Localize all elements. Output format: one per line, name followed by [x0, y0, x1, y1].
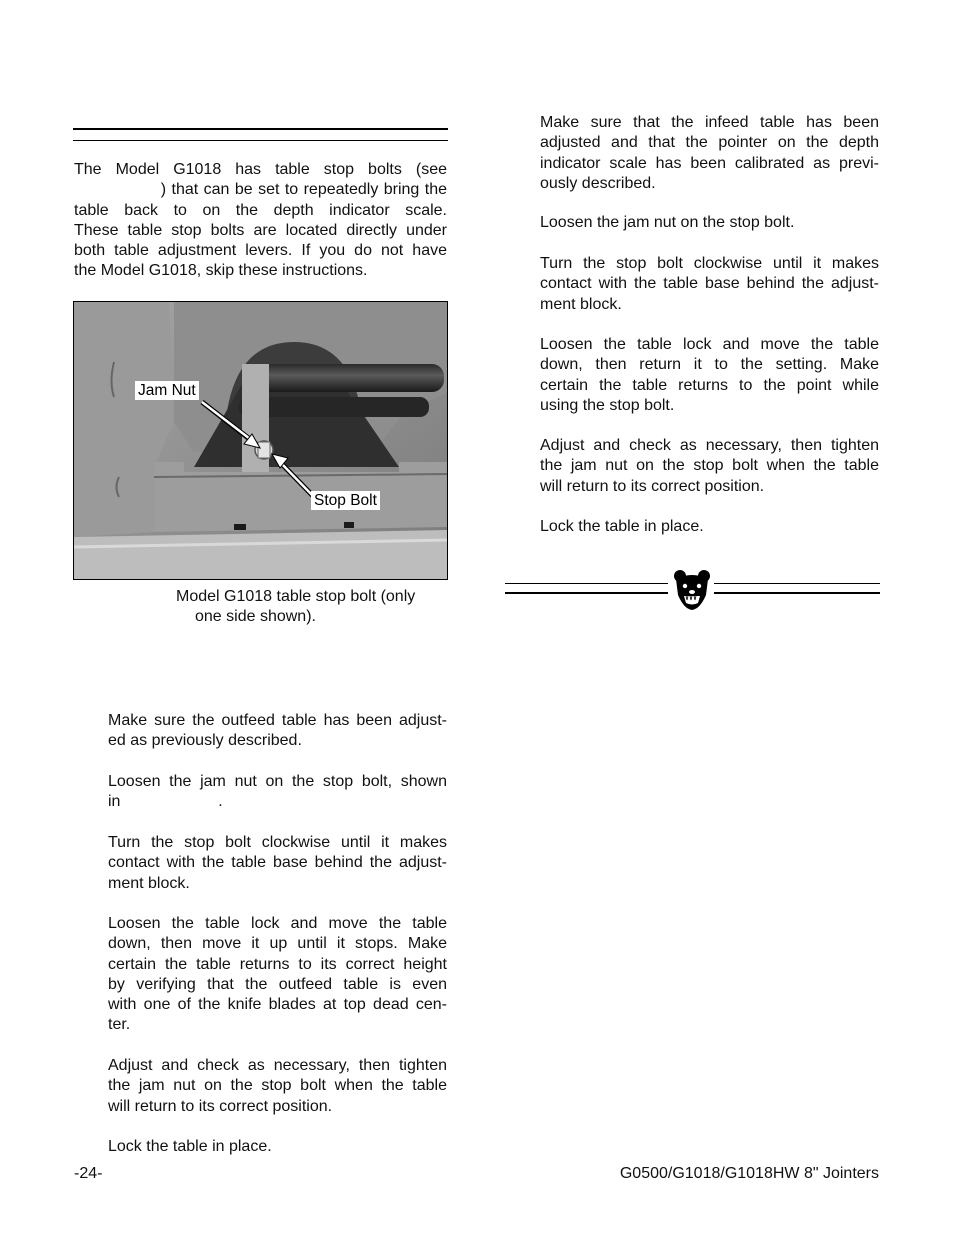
step-line: Loosen the table lock and move the table — [540, 336, 879, 353]
outfeed-step — [108, 711, 447, 752]
step-line: down, then move it up until it stops. Make — [108, 935, 447, 953]
step-line: ter. — [108, 1016, 131, 1034]
stop-bolt-photo — [73, 301, 448, 580]
step-line: the jam nut on the stop bolt when the table — [540, 457, 879, 475]
section-end-rule-right-top — [714, 583, 880, 584]
outfeed-step — [108, 1137, 447, 1157]
step-line: Loosen the jam nut on the stop bolt, shown — [108, 773, 447, 790]
step-line: Lock the table in place. — [540, 518, 704, 535]
section-end-rule-left-bottom — [505, 592, 668, 594]
bear-logo-icon — [672, 569, 712, 611]
step-line: certain the table returns to the point while — [540, 376, 879, 394]
step-line: Adjust and check as necessary, then tighten — [108, 1057, 447, 1074]
figure-caption-line1: Model G1018 table stop bolt (only — [176, 588, 416, 605]
step-line: ously described. — [540, 174, 656, 192]
step-line: adjusted and that the pointer on the depth — [540, 134, 879, 152]
step-line: ment block. — [108, 874, 190, 892]
step-line: Turn the stop bolt clockwise until it makes — [540, 255, 879, 272]
footer-model-text: G0500/G1018/G1018HW 8" Jointers — [619, 1165, 879, 1182]
intro-line: table back to on the depth indicator scale. — [74, 201, 447, 219]
section-end-rule-right-bottom — [714, 592, 880, 594]
step-line: contact with the table base behind the adjust- — [108, 854, 447, 872]
step-line: Make sure the outfeed table has been adjust- — [108, 712, 447, 729]
intro-line: ) that can be set to repeatedly bring the — [74, 181, 447, 199]
page-number: -24- — [74, 1165, 103, 1182]
step-line: certain the table returns to its correct height — [108, 955, 447, 973]
section-end-rule-left-top — [505, 583, 668, 584]
section-header-rule — [73, 128, 448, 130]
step-line: with one of the knife blades at top dead cen- — [108, 996, 447, 1014]
step-line: Make sure that the infeed table has been — [540, 114, 879, 131]
infeed-step — [540, 517, 879, 537]
infeed-step — [540, 113, 879, 194]
step-line: ment block. — [540, 295, 622, 313]
infeed-step — [540, 436, 879, 497]
intro-line: the Model G1018, skip these instructions. — [74, 262, 368, 280]
step-line: Loosen the table lock and move the table — [108, 915, 447, 932]
step-line: ed as previously described. — [108, 732, 302, 750]
step-line: in . — [108, 793, 223, 811]
figure-caption-line2: one side shown). — [195, 608, 316, 625]
step-line: will return to its correct position. — [540, 477, 765, 495]
step-line: will return to its correct position. — [108, 1097, 333, 1115]
intro-line: These table stop bolts are located directly under — [74, 221, 447, 239]
section-header-rule-thin — [73, 140, 448, 141]
outfeed-step — [108, 914, 447, 1036]
outfeed-step — [108, 833, 447, 894]
step-line: by verifying that the outfeed table is even — [108, 975, 447, 993]
infeed-step — [540, 254, 879, 315]
intro-line: The Model G1018 has table stop bolts (see — [74, 161, 447, 178]
step-line: Lock the table in place. — [108, 1138, 272, 1155]
intro-line: both table adjustment levers. If you do not have — [74, 242, 447, 260]
infeed-step — [540, 213, 879, 233]
step-line: indicator scale has been calibrated as previ- — [540, 154, 879, 172]
jam-nut-label: Jam Nut — [135, 381, 199, 400]
outfeed-step — [108, 1056, 447, 1117]
stop-bolt-label: Stop Bolt — [311, 491, 380, 510]
step-line: contact with the table base behind the adjust- — [540, 275, 879, 293]
step-line: Adjust and check as necessary, then tighten — [540, 437, 879, 454]
step-line: using the stop bolt. — [540, 396, 675, 414]
step-line: the jam nut on the stop bolt when the table — [108, 1077, 447, 1095]
step-line: down, then return it to the setting. Make — [540, 356, 879, 374]
step-line: Turn the stop bolt clockwise until it makes — [108, 834, 447, 851]
outfeed-step — [108, 772, 447, 813]
step-line: Loosen the jam nut on the stop bolt. — [540, 214, 795, 231]
infeed-step — [540, 335, 879, 416]
intro-paragraph — [74, 160, 447, 282]
stop-bolt-photo-drawing — [74, 302, 448, 580]
